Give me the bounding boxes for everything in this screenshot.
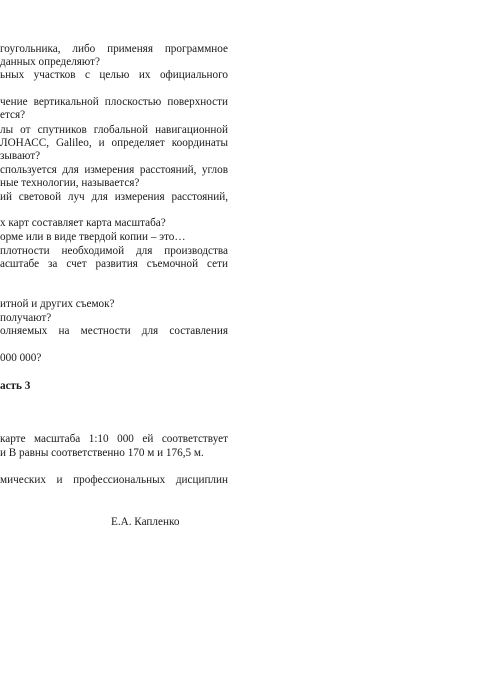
text-line: карте масштаба 1:10 000 ей соответствует bbox=[0, 433, 228, 445]
text-line: х карт составляет карта масштаба? bbox=[0, 217, 166, 229]
text-line: ий световой луч для измерения расстояний, bbox=[0, 191, 228, 203]
text-line: олняемых на местности для составления bbox=[0, 325, 228, 337]
text-line: чение вертикальной плоскостью поверхности bbox=[0, 96, 228, 108]
text-line: получают? bbox=[0, 312, 52, 324]
text-line: и В равны соответственно 170 м и 176,5 м. bbox=[0, 447, 204, 459]
text-line: орме или в виде твердой копии – это… bbox=[0, 231, 186, 243]
author-signature: Е.А. Капленко bbox=[111, 516, 180, 528]
text-line: плотности необходимой для производства bbox=[0, 245, 228, 257]
text-line: асштабе за счет развития съемочной сети bbox=[0, 258, 228, 270]
text-line: зывают? bbox=[0, 150, 41, 162]
text-line: спользуется для измерения расстояний, углов bbox=[0, 164, 228, 176]
section-heading: асть 3 bbox=[0, 380, 31, 392]
text-line: гоугольника, либо применяя программное bbox=[0, 43, 228, 55]
text-line: лы от спутников глобальной навигационной bbox=[0, 124, 228, 136]
text-line: ные технологии, называется? bbox=[0, 177, 140, 189]
text-line: мических и профессиональных дисциплин bbox=[0, 474, 228, 486]
text-line: данных определяют? bbox=[0, 56, 100, 68]
text-line: 000 000? bbox=[0, 352, 42, 364]
text-line: итной и других съемок? bbox=[0, 298, 115, 310]
text-line: ьных участков с целью их официального bbox=[0, 69, 228, 81]
text-line: ЛОНАСС, Galileo, и определяет координаты bbox=[0, 137, 228, 149]
text-line: ется? bbox=[0, 109, 26, 121]
